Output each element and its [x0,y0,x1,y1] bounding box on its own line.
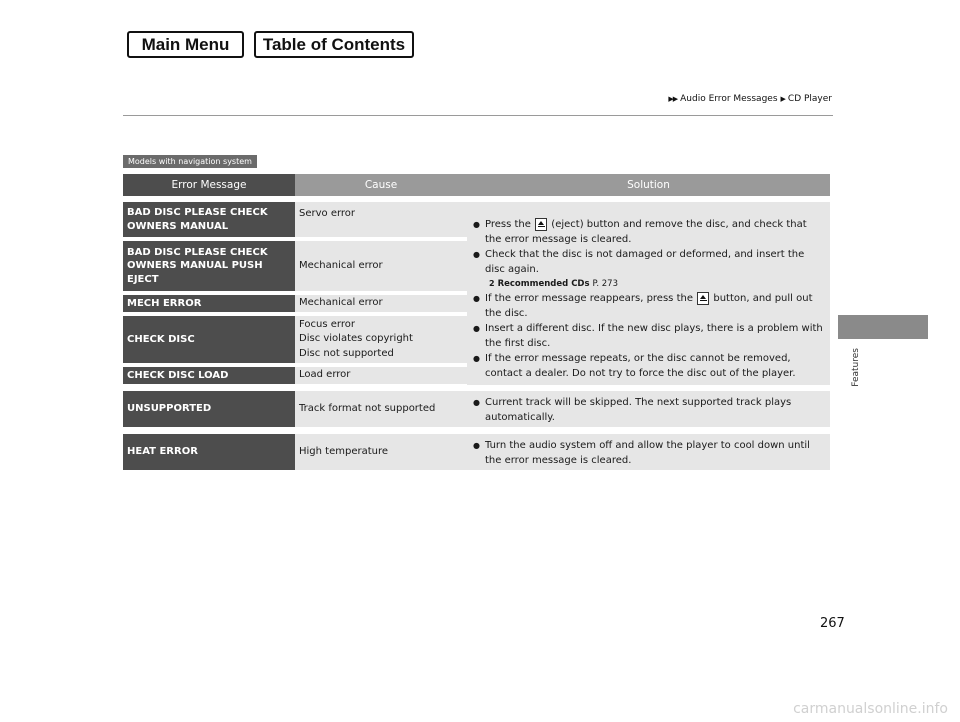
table-of-contents-button[interactable]: Table of Contents [254,31,414,58]
cause-cell: High temperature [295,434,467,470]
cause-cell: Load error [295,367,467,384]
solution-bullet: ● If the error message repeats, or the disc cannot be removed, contact a dealer. Do not try to force the disc out of the player. [473,353,796,379]
error-message-cell: HEAT ERROR [123,434,295,470]
header-divider [123,115,833,116]
reference-arrow-icon: 2 [489,279,495,288]
eject-icon [697,292,709,305]
table-row [123,391,830,427]
error-message-cell: CHECK DISC LOAD [123,367,295,384]
solution-cell [467,434,830,470]
table-row [123,202,467,237]
model-tag: Models with navigation system [123,155,257,168]
solution-bullet: ● Insert a different disc. If the new disc plays, there is a problem with the first disc. [473,323,823,349]
solution-bullet: ● Current track will be skipped. The next supported track plays automatically. [473,397,792,423]
header-solution: Solution [467,174,830,196]
section-label: Features [851,348,861,387]
page-number: 267 [820,616,845,631]
cause-cell: Track format not supported [295,391,467,427]
error-table [123,174,830,470]
solution-cell [467,202,830,385]
solution-bullet: ● If the error message reappears, press the button, and pull out the disc. [473,293,813,319]
breadcrumb-item-audio-error-messages[interactable]: Audio Error Messages [680,94,778,104]
cause-cell: Servo error [295,202,467,237]
section-tab [838,315,928,339]
cause-cell: Mechanical error [295,295,467,312]
eject-icon [535,218,547,231]
header-error-message: Error Message [123,174,295,196]
table-row [123,316,467,363]
solution-bullet: ● Press the (eject) button and remove the disc, and check that the error message is cleared. [473,219,807,245]
chevron-right-icon: ▶ [780,95,785,103]
cause-cell: Focus error Disc violates copyright Disc not supported [295,316,467,363]
table-header [123,174,830,196]
watermark: carmanualsonline.info [793,701,948,717]
error-message-cell: MECH ERROR [123,295,295,312]
table-row [123,241,467,291]
table-row [123,295,467,312]
header-cause: Cause [295,174,467,196]
breadcrumb-item-cd-player[interactable]: CD Player [787,94,832,104]
error-message-cell: BAD DISC PLEASE CHECK OWNERS MANUAL [123,202,295,237]
error-message-cell: UNSUPPORTED [123,391,295,427]
solution-bullet: ● Turn the audio system off and allow the player to cool down until the error message is cleared. [473,440,810,466]
disc-error-group [123,202,830,385]
table-row [123,434,830,470]
cross-reference-link[interactable]: 2 Recommended CDs P. 273 [489,279,618,289]
main-menu-button[interactable]: Main Menu [127,31,244,58]
table-row [123,367,467,384]
solution-cell [467,391,830,427]
error-message-cell: CHECK DISC [123,316,295,363]
cause-cell: Mechanical error [295,241,467,291]
error-message-cell: BAD DISC PLEASE CHECK OWNERS MANUAL PUSH EJECT [123,241,295,291]
chevron-right-icon: ▶▶ [668,95,678,103]
breadcrumb [668,94,832,104]
solution-bullet: ● Check that the disc is not damaged or deformed, and insert the disc again. [473,249,805,275]
